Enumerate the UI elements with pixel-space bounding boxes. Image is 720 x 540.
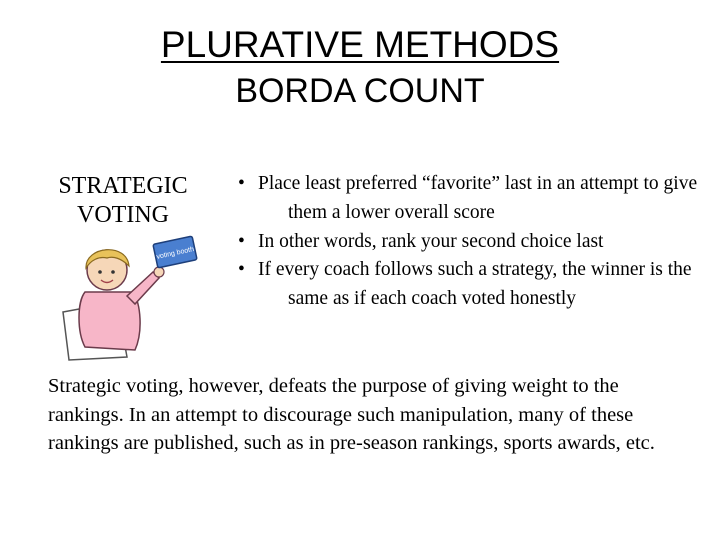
voter-hand: [154, 267, 164, 277]
slide-subtitle: BORDA COUNT: [235, 72, 485, 110]
sign-text: voting booth: [155, 246, 195, 261]
bullet-item: • Place least preferred “favorite” last in an attempt to give them a lower overall score: [238, 170, 708, 228]
bullet-list: [238, 170, 708, 314]
bullet-item: • If every coach follows such a strategy, the winner is the same as if each coach voted honestly: [238, 256, 708, 314]
side-label-line-2: VOTING: [77, 202, 169, 228]
slide-title: PLURATIVE METHODS: [160, 24, 560, 65]
side-label: [28, 172, 218, 230]
voter-arm: [127, 272, 159, 304]
side-label-line-1: STRATEGIC: [58, 173, 188, 199]
body-paragraph: Strategic voting, however, defeats the purpose of giving weight to the rankings. In an attempt to discourage such manipulation, many of these rankings are published, such as in pre-season rankings, sports awards, etc.: [48, 375, 655, 455]
voting-booth-sign: [153, 236, 197, 268]
voter-pointing-clipart: [55, 232, 215, 362]
bullet-item: • In other words, rank your second choice last: [238, 228, 708, 257]
